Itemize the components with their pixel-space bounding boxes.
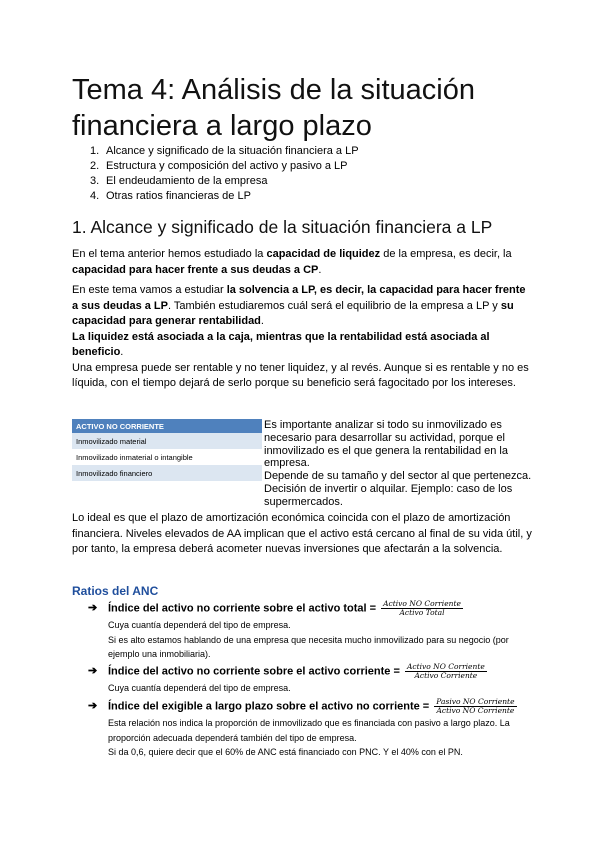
ratios-heading: Ratios del ANC <box>72 584 159 598</box>
fraction: $\frac{\text{Activo NO Corriente}}{\text{Activo Corriente}}$ <box>406 662 485 680</box>
fraction: $\frac{\text{Pasivo NO Corriente}}{\text{Activo NO Corriente}}$ <box>436 697 515 715</box>
ratio-notes: Cuya cuantía dependerá del tipo de empresa. <box>108 683 291 693</box>
side-text: Es importante analizar si todo su inmovilizado es necesario para desarrollar su actividad, porque el inmovilizado es el que genera la rentabilidad en la empresa. Depende de su tamaño y del sector al que pertenezca. Decisión de invertir o alquilar. Ejemplo: caso de los supermercados. <box>264 419 532 508</box>
fraction: $\frac{\text{Activo NO Corriente}}{\text{Activo Total}}$ <box>383 599 461 617</box>
list-item: 2. Estructura y composición del activo y pasivo a LP <box>90 160 348 172</box>
section-heading: 1. Alcance y significado de la situación financiera a LP <box>72 217 493 237</box>
paragraph-solvencia: En este tema vamos a estudiar la solvencia a LP, es decir, la capacidad para hacer frente a sus deudas a LP. También estudiaremos cuál será el equilibrio de la empresa a LP y su capacidad para generar rentabilidad. La liquidez está asociada a la caja, mientras que la rentabilidad está asociada al beneficio. Una empresa puede ser rentable y no tener liquidez, y al revés. Aunque si es rentable y no es líquida, con el tiempo dejará de serlo porque su beneficio será fagocitado por los intereses. <box>72 284 529 389</box>
ratio-anc-activo-corriente: ➔ Índice del activo no corriente sobre el activo corriente = $\frac{\text{Activo NO Corriente}}{\text{Activo Corriente}}$ <box>88 662 485 680</box>
ratio-exigible-lp-anc: ➔ Índice del exigible a largo plazo sobre el activo no corriente = $\frac{\text{Pasivo NO Corriente}}{\text{Activo NO Corriente}}$ <box>88 697 515 715</box>
table-row: Inmovilizado inmaterial o intangible <box>72 449 262 465</box>
table-row: Inmovilizado material <box>72 433 262 449</box>
arrow-icon: ➔ <box>88 602 98 615</box>
ratio-anc-activo-total: ➔ Índice del activo no corriente sobre el activo total = $\frac{\text{Activo NO Corriente}}{\text{Activo Total}}$ <box>88 599 461 617</box>
table-header: ACTIVO NO CORRIENTE <box>72 419 262 433</box>
arrow-icon: ➔ <box>88 700 98 713</box>
paragraph-liquidez: En el tema anterior hemos estudiado la capacidad de liquidez de la empresa, es decir, la capacidad para hacer frente a sus deudas a CP. <box>72 248 512 276</box>
table-row: Inmovilizado financiero <box>72 465 262 481</box>
activo-no-corriente-table <box>72 419 262 481</box>
page-title: Tema 4: Análisis de la situación financiera a largo plazo <box>72 74 475 142</box>
list-item: 4. Otras ratios financieras de LP <box>90 190 251 202</box>
paragraph-amortizacion: Lo ideal es que el plazo de amortización económica coincida con el plazo de amortización financiera. Niveles elevados de AA implican que el activo está cercano al final de su vida útil, y por tanto, la empresa deberá acometer nuevas inversiones que afectarán a la solvencia. <box>72 512 532 555</box>
ratio-notes: Esta relación nos indica la proporción de inmovilizado que es financiada con pasivo a largo plazo. La proporción adecuada dependerá también del tipo de empresa. Si da 0,6, quiere decir que el 60% de ANC está financiado con PNC. Y el 40% con el PN. <box>108 718 510 757</box>
arrow-icon: ➔ <box>88 665 98 678</box>
ratio-notes: Cuya cuantía dependerá del tipo de empresa. Si es alto estamos hablando de una empresa que necesita mucho inmovilizado para su negocio (por ejemplo una inmobiliaria). <box>108 620 509 659</box>
table-of-contents <box>90 144 359 204</box>
list-item: 1. Alcance y significado de la situación financiera a LP <box>90 145 359 157</box>
list-item: 3. El endeudamiento de la empresa <box>90 175 268 187</box>
